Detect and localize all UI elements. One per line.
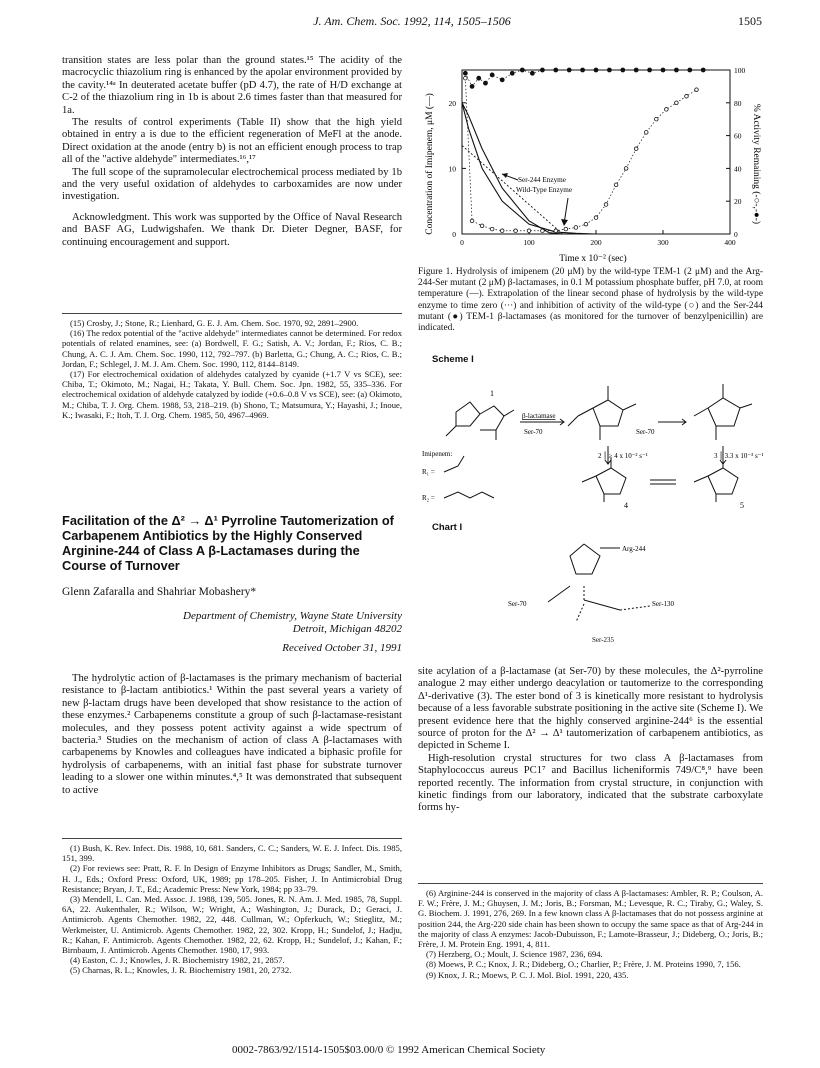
bond: [548, 586, 570, 602]
compound-number: 1: [490, 389, 494, 398]
open-point: [554, 229, 558, 233]
r2-label: R₂ =: [422, 494, 435, 502]
bond: [582, 476, 596, 482]
residue-label: Ser-70: [508, 600, 527, 608]
footnote: (3) Mendell, L. Can. Med. Assoc. J. 1988, 139, 505. Jones, R. N. Am. J. Med. 1985, 78, Suppl. 6A, 22. Aukenthaler, R.; Wilson, W.; Wright, A.; Washington, J.; Durack, D.; Geraci, J. Antimicrob. Agents Chemother. 1982, 22, 448. Cullman, W.; Opferkuch, W.; Stieglitz, M.; Werkmeister, U. Antimicrob. Agents Chemother. 1982, 22, 302. Kropp, H.; Sundelof, J.; Hadju, R.; Kahan, F. Antimicrob. Agents Chemother. 1982, 22, 62. Kropp, H.; Sundelof, J.; Kahan, F.; Birnbaum, J. Antimicrob. Agents Chemother. 1980, 17, 993.: [62, 894, 402, 956]
open-point: [695, 88, 699, 92]
filled-point: [540, 68, 544, 72]
page-number: 1505: [738, 14, 762, 28]
filled-point: [661, 68, 665, 72]
filled-point: [607, 68, 611, 72]
acknowledgment: Acknowledgment. This work was supported by the Office of Naval Research and BASF AG, Ludwigshafen. We thank Dr. Dieter Degner, BASF, for continuing encouragement and support.: [62, 211, 402, 248]
open-point: [490, 227, 494, 231]
article-authors: Glenn Zafaralla and Shahriar Mobashery*: [62, 586, 257, 598]
footnote-rule: [418, 883, 763, 884]
plot-frame: [462, 70, 730, 234]
filled-point: [701, 68, 705, 72]
x-axis-label: Time x 10⁻² (sec): [559, 254, 627, 264]
right-tick-label: 60: [734, 131, 742, 141]
filled-point: [688, 68, 692, 72]
bond: [593, 400, 623, 426]
footnote-rule: [62, 313, 402, 314]
bond: [568, 416, 578, 426]
annotation-wild-type: Wild-Type Enzyme: [516, 186, 573, 194]
open-point: [685, 94, 689, 98]
chart1-label: Chart I: [432, 522, 463, 533]
open-point: [655, 117, 659, 121]
chart-marks: [462, 68, 730, 234]
right-footnotes: [418, 888, 763, 980]
footnote: (4) Easton, C. J.; Knowles, J. R. Biochemistry 1982, 21, 2857.: [70, 955, 285, 966]
open-point: [480, 224, 484, 228]
footnote-rule: [62, 838, 402, 839]
bond: [584, 600, 620, 610]
open-point: [675, 101, 679, 105]
right-tick-label: 40: [734, 164, 742, 174]
hbond: [576, 604, 584, 622]
bond: [740, 404, 752, 408]
paragraph: site acylation of a β-lactamase (at Ser-70) by these molecules, the Δ²-pyrroline analogue 2 may either undergo deacylation or tautomerize to the corresponding Δ¹-derivative (3). The ester bond of 3 is kinetically more resistant to hydrolysis because of a less favorable substrate positioning in the active site (Scheme I). We present evidence here that the highly conserved arginine-244⁶ is the essential source of proton for the Δ² → Δ¹ tautomerization of carbapenem antibiotics, as depicted in Scheme I.: [418, 666, 763, 752]
filled-point: [463, 71, 467, 75]
residue-label: Ser-235: [592, 636, 615, 644]
figure-caption: Figure 1. Hydrolysis of imipenem (20 μM) by the wild-type TEM-1 (2 μM) and the Arg-244-Ser mutant (2 μM) β-lactamases, in 0.1 M potassium phosphate buffer, pH 7.0, at room temperature (—). Extrapolation of the linear second phase of hydrolysis by the wild-type enzyme to time zero (···) and inhibition of activity of the wild-type (○) and the Ser-244 mutant (●) TEM-1 β-lactamases (as monitored for the turnover of benzylpenicillin) are indicated.: [418, 267, 763, 334]
bond: [694, 408, 708, 416]
filled-point: [674, 68, 678, 72]
filled-point: [500, 78, 504, 82]
filled-point: [477, 76, 481, 80]
scheme-1: [418, 368, 763, 510]
imipenem-label: Imipenem:: [422, 450, 453, 458]
ser70-label: Ser-70: [636, 428, 655, 436]
footnote: (7) Herzberg, O.; Moult, J. Science 1987, 236, 694.: [426, 949, 603, 960]
page-footer: 0002-7863/92/1514-1505$03.00/0 © 1992 American Chemical Society: [232, 1044, 546, 1056]
filled-point: [567, 68, 571, 72]
footnote: (17) For electrochemical oxidation of aldehydes catalyzed by cyanide (+1.7 V vs SCE), see: Chiba, T.; Okimoto, M.; Nagai, H.; Takata, Y. Bull. Chem. Soc. Jpn. 1982, 55, 335–336. For electrochemical oxidation of aldehyde catalyzed by iodide (+0.6–0.8 V vs SCE), see: (a) Okimoto, M.; Chiba, T. J. Org. Chem. 1988, 53, 218–219. (b) Shono, T.; Matsumura, Y.; Hayashi, J.; Inoue, K.; Iwasaki, F.; Itoh, T. J. Org. Chem. 1985, 50, 4967–4969.: [62, 369, 402, 420]
filled-point: [634, 68, 638, 72]
open-point: [634, 147, 638, 151]
series-line-open: [465, 78, 696, 231]
received-date: Received October 31, 1991: [282, 642, 402, 654]
bond: [570, 544, 600, 574]
series-line-wild-type: [462, 103, 730, 234]
footnote: (8) Moews, P. C.; Knox, J. R.; Dideberg, O.; Charlier, P.; Frère, J. M. Proteins 1990, 7, 156.: [426, 959, 741, 970]
filled-point: [470, 84, 474, 88]
left-tick-label: 0: [452, 230, 456, 239]
ser70-label: Ser-70: [524, 428, 543, 436]
left-footnotes: [62, 318, 402, 420]
enzyme-label: β-lactamase: [522, 412, 556, 420]
rate-constant: 2 ⎮ ≥ 4 x 10⁻² s⁻¹: [598, 452, 648, 460]
right-tick-label: 0: [734, 230, 738, 239]
compound-number: 5: [740, 501, 744, 510]
bond: [504, 410, 514, 416]
filled-point: [483, 81, 487, 85]
footnote: (1) Bush, K. Rev. Infect. Dis. 1988, 10, 681. Sanders, C. C.; Sanders, W. E. J. Infect. Dis. 1985, 151, 399.: [62, 843, 402, 864]
open-point: [470, 219, 474, 223]
x-tick-label: 400: [724, 238, 736, 247]
chart-axes: [449, 66, 746, 247]
chart-1: [500, 530, 700, 630]
scheme-1-drawing: [418, 368, 763, 510]
paragraph: The full scope of the supramolecular electrochemical process mediated by 1b and the very useful oxidation of aldehydes to carboxamides are now under investigation.: [62, 166, 402, 203]
x-tick-label: 0: [460, 238, 464, 247]
bond: [456, 402, 480, 426]
footnote: (9) Knox, J. R.; Moews, P. C. J. Mol. Biol. 1991, 220, 435.: [426, 969, 629, 980]
open-point: [500, 229, 504, 233]
left-tick-label: 10: [448, 164, 456, 174]
bond: [578, 408, 593, 416]
hbond: [620, 606, 650, 610]
bond: [444, 492, 494, 498]
journal-citation: J. Am. Chem. Soc. 1992, 114, 1505–1506: [313, 14, 511, 28]
bond: [444, 456, 464, 472]
bond: [694, 476, 708, 482]
open-point: [665, 108, 669, 112]
bond: [708, 468, 738, 494]
x-tick-label: 200: [590, 238, 602, 247]
filled-point: [530, 71, 534, 75]
right-tick-label: 20: [734, 197, 742, 207]
annotation-ser244: Ser-244 Enzyme: [518, 176, 566, 184]
footnote: (2) For reviews see: Pratt, R. F. In Design of Enzyme Inhibitors as Drugs; Sandler, M., Smith, H. J., Eds.; Oxford Press: Oxford, UK, 1989; pp 178–205. Fisher, J. In Antimicrobial Drug Resistance; Bryan, J. T., Ed.; Academic Press: New York, 1984; pp 33–79.: [62, 863, 402, 894]
open-point: [464, 76, 468, 80]
residue-label: Arg-244: [622, 545, 646, 553]
scheme-label: Scheme I: [432, 354, 474, 365]
open-point: [584, 222, 588, 226]
open-point: [514, 229, 518, 233]
rate-constant: 3 ⎮ 3.3 x 10⁻³ s⁻¹: [714, 452, 763, 460]
left-column-text: [62, 55, 402, 249]
bond: [623, 404, 636, 410]
paragraph: transition states are less polar than the ground states.¹⁵ The acidity of the macrocyclic thiazolium ring is enhanced by the apolar environment provided by the cavity.¹⁴ᵃ In deuterated acetate buffer (pD 4.7), the rate of H/D exchange at C-2 of the thiazolium ring in 1b is about 2.6 times faster than that measured for 1a.: [62, 55, 402, 116]
bond: [446, 426, 456, 436]
left-axis-label: Concentration of Imipenem, μM (—): [425, 93, 435, 235]
open-point: [574, 226, 578, 230]
right-column-text: [418, 666, 763, 815]
figure-1: [418, 52, 763, 264]
filled-point: [490, 73, 494, 77]
compound-number: 4: [624, 501, 628, 510]
paragraph: High-resolution crystal structures for two class A β-lactamases from Staphylococcus aureus PC1⁷ and Bacillus licheniformis 749/C⁸,⁹ have been reported recently. The information from crystal structure, in conjunction with kinetic findings from our laboratory, indicated that the substrate carboxylate forms hy-: [418, 752, 763, 814]
footnote: (16) The redox potential of the "active aldehyde" intermediates cannot be determined. For redox potentials of related enamines, see: (a) Bordwell, F. G.; Satish, A. V.; Jordan, F.; Rios, C. B.; Chung, A. C. J. Am. Chem. Soc. 1990, 112, 792–797. (b) Barletta, G.; Chung, A. C.; Rios, C. B.; Jordan, F.; Schlegel, J. M. J. Am. Chem. Soc. 1990, 112, 8144–8149.: [62, 328, 402, 369]
article-title: Facilitation of the Δ² → Δ¹ Pyrroline Tautomerization of Carbapenem Antibiotics by the Highly Conserved Arginine-244 of Class A β-Lactamases during the Course of Turnover: [62, 513, 394, 573]
affiliation-line: Department of Chemistry, Wayne State University: [183, 610, 402, 622]
chart-1-drawing: [500, 530, 700, 630]
x-tick-label: 300: [657, 238, 669, 247]
footnote: (15) Crosby, J.; Stone, R.; Lienhard, G. E. J. Am. Chem. Soc. 1970, 92, 2891–2900.: [70, 318, 359, 328]
paragraph: The hydrolytic action of β-lactamases is the primary mechanism of bacterial resistance to β-lactam antibiotics.¹ Within the past several years a variety of new β-lactam drugs have been developed that show resistance to the action of these enzymes.² Carbapenems constitute a group of such β-lactamase-resistant molecules, and they possess potent activity against a wide spectrum of bacteria.³ Studies on the mechanism of action of class A β-lactamases with carbapenems by Knowles and colleagues have indicated a biphasic profile for hydrolysis of carbapenems, with an initial fast phase for substrate turnover leading to a slower one within minutes.⁴,⁵ It was demonstrated that subsequent to active: [62, 673, 402, 796]
open-point: [527, 229, 531, 233]
affiliation-line: Detroit, Michigan 48202: [292, 623, 402, 635]
right-tick-label: 80: [734, 98, 742, 108]
open-point: [624, 167, 628, 171]
bond: [596, 468, 626, 494]
open-point: [594, 216, 598, 220]
filled-point: [594, 68, 598, 72]
residue-label: Ser-130: [652, 600, 675, 608]
open-point: [541, 229, 545, 233]
filled-point: [581, 68, 585, 72]
filled-point: [510, 71, 514, 75]
filled-point: [520, 68, 524, 72]
paragraph: The results of control experiments (Table II) show that the high yield obtained in entry a is due to the efficient regeneration of MeFl at the anode. Direct oxidation at the anode (entry b) is not an efficient enough process to trap all of the "active aldehyde" intermediates.¹⁶,¹⁷: [62, 117, 402, 166]
r1-label: R₁ =: [422, 468, 435, 476]
open-point: [644, 131, 648, 135]
article-body: [62, 673, 402, 797]
filled-point: [554, 68, 558, 72]
footnote: (5) Charnas, R. L.; Knowles, J. R. Biochemistry 1981, 20, 2732.: [70, 965, 292, 976]
series-line-ser244: [462, 103, 730, 234]
annotation-arrowhead: [561, 219, 568, 226]
article-footnotes: [62, 843, 402, 976]
left-tick-label: 20: [448, 98, 456, 108]
open-point: [564, 227, 568, 231]
bond: [708, 398, 740, 426]
open-point: [614, 183, 618, 187]
filled-point: [648, 68, 652, 72]
filled-point: [621, 68, 625, 72]
page-header: [62, 14, 762, 34]
right-tick-label: 100: [734, 66, 746, 75]
right-axis-label: % Activity Remaining (-○-,-●-): [751, 103, 761, 225]
open-point: [604, 203, 608, 207]
bond: [480, 406, 504, 430]
figure-1-chart: [418, 52, 763, 264]
footnote: (6) Arginine-244 is conserved in the majority of class A β-lactamases: Ambler, R. P.; Coulson, A. F. W.; Frère, J. M.; Ghuysen, J. M.; Joris, B.; Forsman, M.; Levesque, R. C.; Tiraby, G.; Waley, S. G. Biochem. J. 1991, 276, 269. In a few known class A β-lactamases that do not possess arginine at position 244, the Arg-220 side chain has been shown to occupy the same space as that of Arg-244 in the majority of class A enzymes: Jacob-Dubuisson, F.; Lamote-Brasseur, J.; Dideberg, O.; Joris, B.; Frère, J. M. Protein Eng. 1991, 4, 811.: [418, 888, 763, 950]
affiliation: [62, 610, 402, 636]
x-tick-label: 100: [523, 238, 535, 247]
